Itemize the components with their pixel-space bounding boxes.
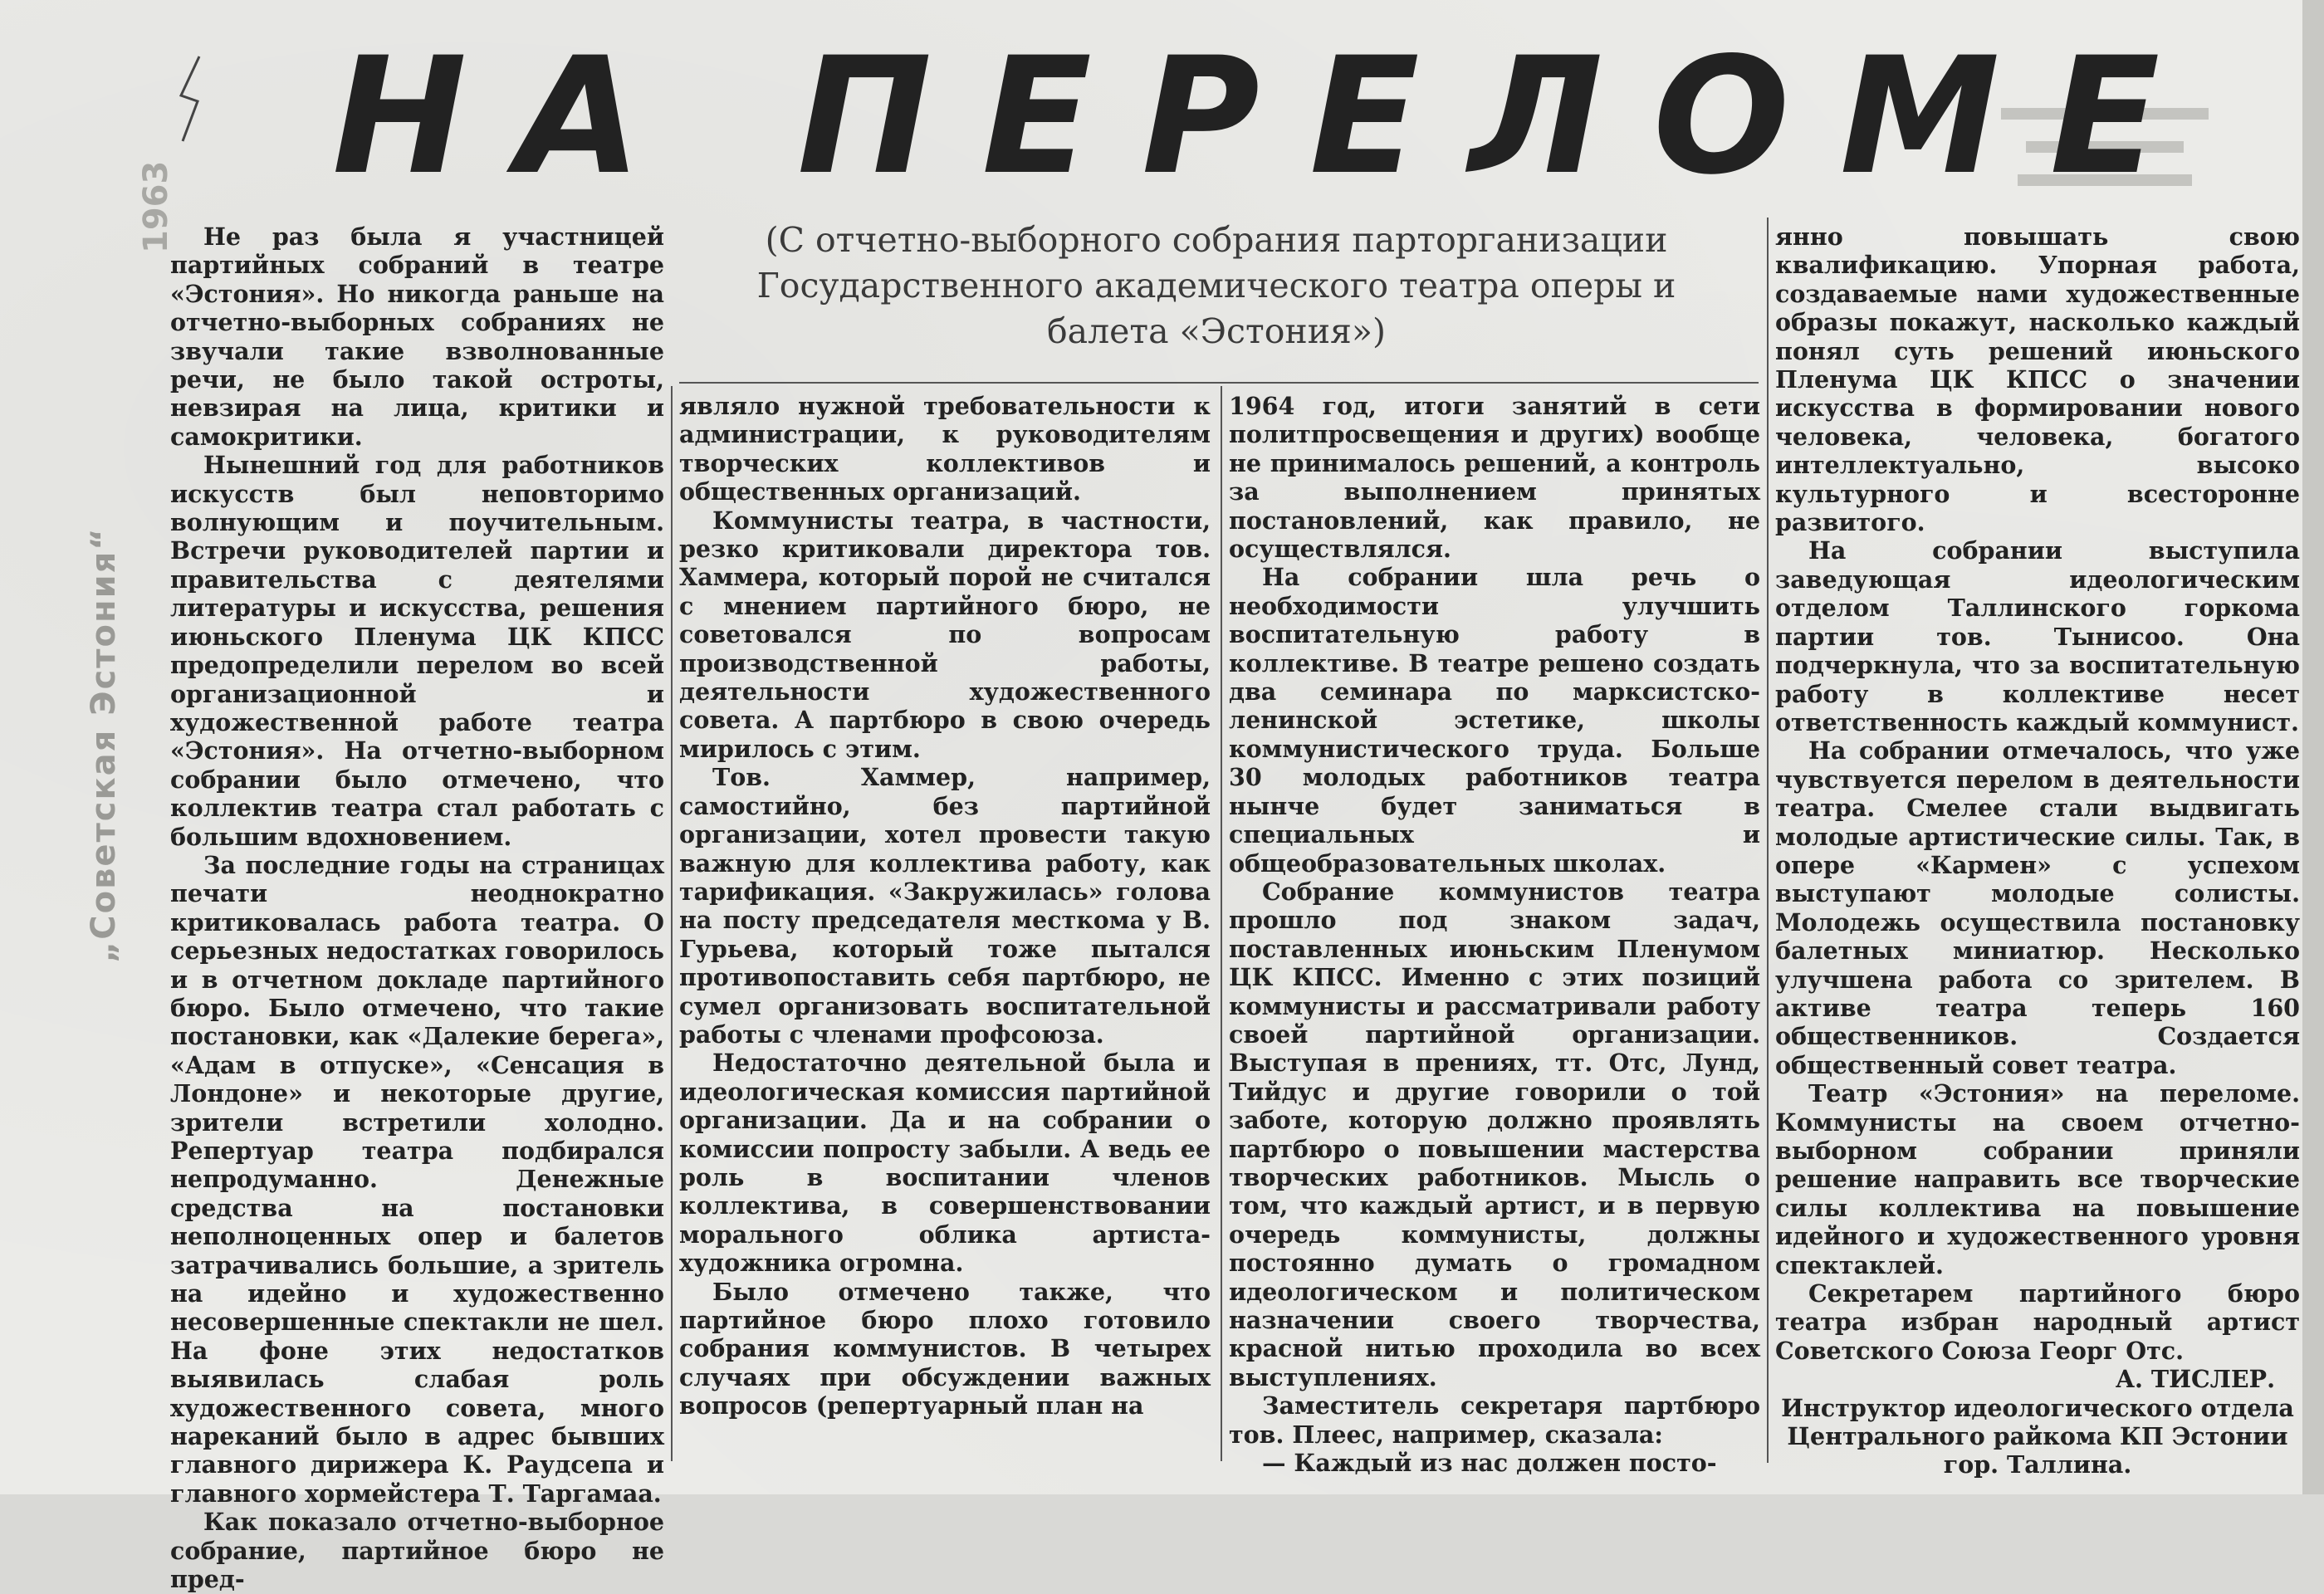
paragraph: — Каждый из нас должен посто- xyxy=(1262,1449,1717,1478)
paragraph: Тов. Хаммер, например, самостийно, без партийной организации, хотел провести такую важную для коллектива работу, как тарификация. «Закружилась» голова на посту председателя месткома у В. Гурьева, который тоже пытался противопоставить себя партбюро, не сумел организовать воспитательной работы с членами профсоюза. xyxy=(679,763,1211,1049)
paragraph: Недостаточно деятельной была и идеологическая комиссия партийной организации. Да и на собрании о комиссии попросту забыли. А ведь ее роль в воспитании членов коллектива, в совершенствовании морального облика артиста-художника огромна. xyxy=(679,1049,1211,1278)
column-rule xyxy=(1767,218,1769,1463)
author-position: Инструктор идеологического отдела Центрального райкома КП Эстонии гор. Таллина. xyxy=(1781,1393,2294,1479)
headline: НА ПЕРЕЛОМЕ xyxy=(332,22,2210,210)
paragraph: Нынешний год для работников искусств был неповторимо волнующим и поучительным. Встречи руководителей партии и правительства с деятелями литературы и искусства, решения июньского Пленума ЦК КПСС предопределили перелом во всей организационной и художественной работе театра «Эстония». На отчетно-выборном собрании было отмечено, что коллектив театра стал работать с большим вдохновением. xyxy=(170,451,664,851)
paragraph: Коммунисты театра, в частности, резко критиковали директора тов. Хаммера, который порой не считался с мнением партийного бюро, не советовался по вопросам производственной работы, деятельности художественного совета. А партбюро в свою очередь мирилось с этим. xyxy=(679,506,1211,763)
subtitle-rule xyxy=(679,382,1759,384)
paragraph: На собрании выступила заведующая идеологическим отделом Таллинского горкома партии тов. Тынисоо. Она подчеркнула, что за воспитательную работу в коллективе несет ответственность каждый коммунист. xyxy=(1775,536,2300,736)
column-rule xyxy=(1221,386,1222,1461)
paragraph: янно повышать свою квалификацию. Упорная работа, создаваемые нами художественные образы покажут, насколько каждый понял суть решений июньского Пленума ЦК КПСС о значении искусства в формировании нового человека, человека, богатого интеллектуально, высоко культурного и всесторонне развитого. xyxy=(1775,222,2300,537)
article-column-1 xyxy=(170,222,664,1594)
paragraph: Секретарем партийного бюро театра избран народный артист Советского Союза Георг Отс. xyxy=(1775,1279,2300,1365)
paragraph: Собрание коммунистов театра прошло под знаком задач, поставленных июньским Пленумом ЦК КПСС. Именно с этих позиций коммунисты и рассматривали работу своей партийной организации. Выступая в прениях, тт. Отс, Лунд, Тийдус и другие говорили о той заботе, которую должно проявлять партбюро о повышении мастерства творческих работников. Мысль о том, что каждый артист, и в первую очередь коммунисты, должны постоянно думать о громадном идеологическом и политическом назначении своего творчества, красной нитью проходила во всех выступлениях. xyxy=(1229,877,1760,1391)
source-note: „Советская Эстония“ xyxy=(85,526,123,963)
paragraph: Не раз была я участницей партийных собраний в театре «Эстония». Но никогда раньше на отчетно-выборных собраниях не звучали такие взволнованные речи, не было такой остроты, невзирая на лица, критики и самокритики. xyxy=(170,222,664,451)
paragraph: За последние годы на страницах печати неоднократно критиковалась работа театра. О серьезных недостатках говорилось и в отчетном докладе партийного бюро. Было отмечено, что такие постановки, как «Далекие берега», «Адам в отпуске», «Сенсация в Лондоне» и некоторые другие, зрители встретили холодно. Репертуар театра подбирался непродуманно. Денежные средства на постановки неполноценных опер и балетов затрачивались большие, а зритель на идейно и художественно несовершенные спектакли не шел. На фоне этих недостатков выявилась слабая роль художественного совета, много нареканий было в адрес бывших главного дирижера К. Раудсепа и главного хормейстера Т. Таргамаа. xyxy=(170,850,664,1508)
paragraph: Было отмечено также, что партийное бюро плохо готовило собрания коммунистов. В четырех случаях при обсуждении важных вопросов (репертуарный план на xyxy=(679,1277,1211,1420)
article-column-4 xyxy=(1775,222,2300,1479)
paragraph: На собрании шла речь о необходимости улучшить воспитательную работу в коллективе. В театре решено создать два семинара по марксистско-ленинской эстетике, школы коммунистического труда. Больше 30 молодых работников театра нынче будет заниматься в специальных и общеобразовательных школах. xyxy=(1229,563,1760,878)
paragraph: являло нужной требовательности к администрации, к руководителям творческих коллективов и общественных организаций. xyxy=(679,392,1211,506)
paragraph: 1964 год, итоги занятий в сети политпросвещения и других) вообще не принималось решений, а контроль за выполнением принятых постановлений, как правило, не осуществлялся. xyxy=(1229,392,1760,564)
author-name: А. ТИСЛЕР. xyxy=(2115,1365,2275,1394)
paragraph: Заместитель секретаря партбюро тов. Плеес, например, сказала: xyxy=(1229,1391,1760,1449)
column-rule xyxy=(671,386,673,1461)
article-column-2 xyxy=(679,392,1211,1463)
article-column-3 xyxy=(1229,392,1760,1478)
subtitle: (С отчетно-выборного собрания парторганизации Государственного академического театра оперы и балета «Эстония») xyxy=(756,220,1676,351)
paragraph: Театр «Эстония» на переломе. Коммунисты на своем отчетно-выборном собрании приняли решение направить все творческие силы коллектива на повышение идейного и художественного уровня спектаклей. xyxy=(1775,1079,2300,1279)
date-stamp: 1963 xyxy=(137,160,175,253)
paragraph: На собрании отмечалось, что уже чувствуется перелом в деятельности театра. Смелее стали выдвигать молодые артистические силы. Так, в опере «Кармен» с успехом выступают молодые солисты. Молодежь осуществила постановку балетных миниатюр. Несколько улучшена работа со зрителем. В активе театра теперь 160 общественников. Создается общественный совет театра. xyxy=(1775,736,2300,1079)
paragraph: Как показало отчетно-выборное собрание, партийное бюро не пред- xyxy=(170,1508,664,1594)
clipping-edge xyxy=(2302,0,2324,1494)
